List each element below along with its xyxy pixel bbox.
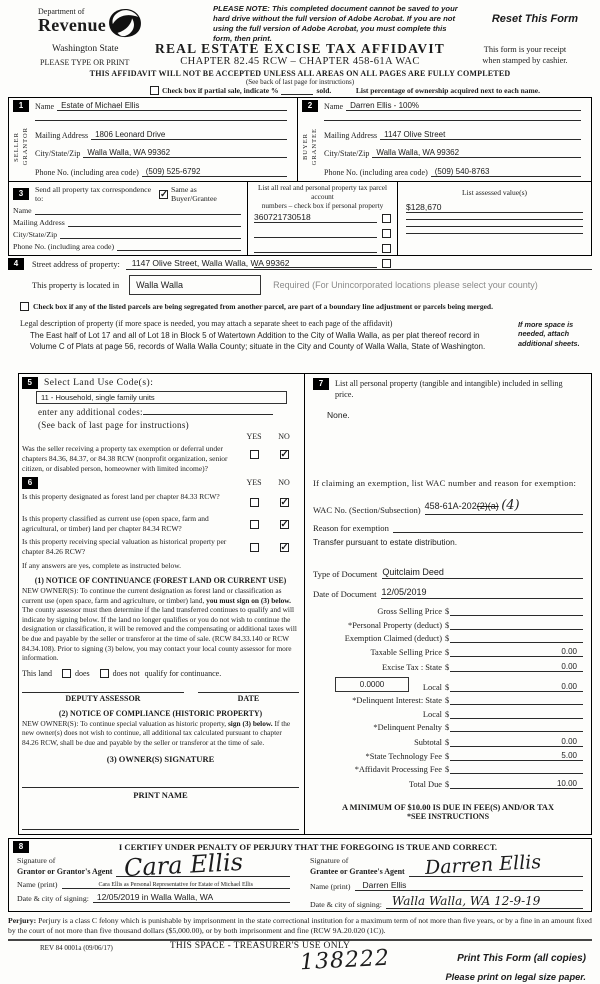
- dollar-sign: $: [445, 648, 450, 658]
- dollar-sign: $: [445, 765, 450, 775]
- s6-q3-no-checkbox[interactable]: [280, 543, 289, 552]
- section-1-badge: 1: [13, 100, 29, 112]
- partial-sale-checkbox[interactable]: [150, 86, 159, 95]
- perjury-notice: [8, 916, 592, 941]
- s6-q2-yes-checkbox[interactable]: [250, 520, 259, 529]
- excise-tax-state-field[interactable]: 0.00: [450, 662, 583, 672]
- grantee-signature-label: [310, 856, 409, 877]
- personal-property-deduct-label: *Personal Property (deduct): [348, 620, 442, 630]
- grantee-name-print-field[interactable]: Darren Ellis: [355, 880, 584, 891]
- assessed-value-field-3[interactable]: [406, 226, 583, 227]
- assessed-values-box: [398, 182, 591, 255]
- section-2-badge: 2: [302, 100, 318, 112]
- corr-address-label: Mailing Address: [13, 218, 65, 227]
- type-or-print-label: PLEASE TYPE OR PRINT: [40, 58, 130, 67]
- compliance-text: [22, 719, 299, 748]
- party-table: [8, 97, 592, 256]
- parcel-header-line1: List all real and personal property tax parcel account: [257, 183, 388, 201]
- form-title: REAL ESTATE EXCISE TAX AFFIDAVIT: [155, 41, 445, 56]
- grantee-date-label: Date & city of signing:: [310, 900, 382, 909]
- exemption-claim-label: If claiming an exemption, list WAC number and reason for exemption:: [313, 478, 577, 489]
- dollar-sign: $: [445, 752, 450, 762]
- adobe-note: PLEASE NOTE: This completed document cannot be saved to your hard drive without the full version of Adobe Acrobat. If you are not using the full version of Adobe Acrobat, you must complete this form, then print.: [213, 4, 458, 43]
- land-does-not-checkbox[interactable]: [100, 669, 109, 678]
- parcel-number-field-3[interactable]: [254, 252, 377, 253]
- continuance-text-post: The county assessor must then determine if the land transferred continues to qualify and will indicate by signing below. If the land no longer qualifies or you do not wish to continue the designation or classification, it will be removed and the compensating or additional taxes will be due and payable by the seller or transferor at the time of sale. (RCW 84.33.140 or RCW 84.34.108). Prior to signing (3) below, you may contact your local county assessor for more information.: [22, 605, 297, 663]
- s6-question-historical: Is this property receiving special valuation as historical property per chapter 84.26 RCW?: [22, 536, 227, 556]
- reason-exemption-label: Reason for exemption: [313, 523, 389, 534]
- fee-calculation: [313, 607, 583, 789]
- land-use-title: Select Land Use Code(s):: [44, 378, 154, 388]
- partial-sale-label: Check box if partial sale, indicate %: [162, 86, 279, 95]
- buyer-name2-field[interactable]: [324, 120, 581, 121]
- gross-selling-price-label: Gross Selling Price: [377, 607, 442, 617]
- partial-sale-percent-field[interactable]: [281, 94, 313, 95]
- s5-question-exemption: Was the seller receiving a property tax exemption or deferral under chapters 84.36, 84.37, or 84.38 RCW (nonprofit organization, senior citizen, or disabled person, homeowner with limited income)?: [22, 444, 228, 473]
- dollar-sign: $: [445, 662, 450, 672]
- additional-codes-label: enter any additional codes:: [38, 407, 143, 417]
- personal-property-none[interactable]: None.: [327, 410, 350, 421]
- exemption-claimed-field[interactable]: [450, 642, 583, 643]
- affidavit-processing-fee-field[interactable]: [450, 773, 583, 774]
- continuance-text-pre: NEW OWNER(S): To continue the current designation as forest land or classification as current use (open space, farm and agriculture, or timber) land,: [22, 586, 282, 605]
- logo-revenue-text: Revenue: [38, 15, 107, 35]
- s5-see-back-note: (See back of last page for instructions): [38, 420, 189, 430]
- reason-exemption-text: Transfer pursuant to estate distribution.: [313, 537, 458, 548]
- perjury-text: Perjury is a class C felony which is punishable by imprisonment in the state correctional institution for a maximum term of not more than five years, or by a fine in an amount fixed by the court of not more than five thousand dollars ($5,000.00), or by both imprisonment and fine (RCW 9A.20.020 (1C)).: [8, 916, 592, 935]
- correspondence-box: [9, 182, 248, 255]
- buyer-phone-field[interactable]: (509) 540-8763: [431, 167, 581, 177]
- section-6-badge: 6: [22, 477, 38, 489]
- see-back-note: (See back of last page for instructions): [245, 78, 355, 86]
- print-form-button[interactable]: Print This Form (all copies): [457, 953, 586, 964]
- wac-number-field[interactable]: [425, 498, 583, 515]
- form-revision-number: REV 84 0001a (09/06/17): [40, 944, 113, 952]
- affidavit-processing-fee-label: *Affidavit Processing Fee: [354, 765, 442, 775]
- s5-no-header: NO: [278, 432, 290, 441]
- check-icon: ✓: [280, 542, 289, 553]
- corr-name-label: Name: [13, 206, 32, 215]
- section-4-badge: 4: [8, 258, 24, 270]
- same-as-buyer-checkbox[interactable]: [159, 190, 168, 199]
- grantor-signature-block: [17, 847, 300, 909]
- delinquent-interest-local-label: Local: [422, 709, 442, 719]
- grantee-signature-block: [300, 850, 585, 909]
- parcel-number-field-2[interactable]: [254, 237, 377, 238]
- section-8-badge: 8: [13, 841, 29, 853]
- land-use-column: [18, 373, 305, 835]
- this-land-label: This land: [22, 668, 52, 678]
- legal-size-note: Please print on legal size paper.: [445, 972, 586, 982]
- wac-struck-value: (2)(a): [476, 501, 499, 512]
- continuance-text-bold: you must sign on (3) below.: [206, 595, 292, 605]
- assessed-value-field[interactable]: $128,670: [406, 202, 583, 213]
- buyer-name-label: Name: [324, 102, 344, 111]
- parcel-numbers-box: [248, 182, 398, 255]
- dollar-sign: $: [445, 779, 450, 789]
- grantee-sig-label-line2: Grantee or Grantee's Agent: [310, 866, 405, 876]
- seller-name-label: Name: [35, 102, 55, 111]
- sold-label: sold.: [316, 86, 332, 95]
- seller-phone-field[interactable]: (509) 525-6792: [142, 167, 287, 177]
- parcel-personal-checkbox-2[interactable]: [382, 229, 391, 238]
- assessed-value-field-4[interactable]: [406, 233, 583, 234]
- does-label: does: [75, 668, 90, 678]
- s6-q1-yes-checkbox[interactable]: [250, 498, 259, 507]
- s5-q1-yes-checkbox[interactable]: [250, 450, 259, 459]
- certification-section: [8, 838, 592, 912]
- parcel-personal-checkbox-1[interactable]: [382, 214, 391, 223]
- grantor-sig-label-line1: Signature of: [17, 856, 56, 866]
- s6-q3-yes-checkbox[interactable]: [250, 543, 259, 552]
- parcel-personal-checkbox-3[interactable]: [382, 244, 391, 253]
- assessor-date-line: DATE: [198, 692, 299, 703]
- grantor-signature-label: [17, 856, 116, 877]
- same-as-buyer-label: Same as Buyer/Grantee: [171, 185, 217, 203]
- grantor-date-field[interactable]: 12/05/2019 in Walla Walla, WA: [93, 892, 290, 903]
- corr-phone-label: Phone No. (including area code): [13, 242, 115, 251]
- dollar-sign: $: [445, 620, 450, 630]
- grantee-side-label: GRANTEE: [311, 127, 318, 166]
- s6-question-forest: Is this property designated as forest land per chapter 84.33 RCW?: [22, 492, 220, 502]
- county-select[interactable]: Walla Walla: [129, 275, 261, 295]
- corr-citystatezip-label: City/State/Zip: [13, 230, 58, 239]
- additional-codes-field[interactable]: [143, 414, 273, 415]
- check-icon: ✓: [280, 520, 289, 531]
- section-7-badge: 7: [313, 378, 329, 390]
- certify-statement: I CERTIFY UNDER PENALTY OF PERJURY THAT THE FOREGOING IS TRUE AND CORRECT.: [118, 842, 498, 852]
- doc-date-label: Date of Document: [313, 589, 377, 600]
- seller-side-label: SELLER: [12, 131, 20, 162]
- assessed-value-field-2[interactable]: [406, 219, 583, 220]
- grantee-name-print-label: Name (print): [310, 882, 351, 891]
- dollar-sign: $: [445, 737, 450, 747]
- compliance-text-bold: sign (3) below.: [227, 718, 273, 728]
- street-address-label: Street address of property:: [32, 260, 120, 269]
- continuance-text: [22, 586, 299, 662]
- section-3-badge: 3: [13, 188, 29, 200]
- grantor-side-label: GRANTOR: [22, 127, 29, 166]
- seller-grantor-box: [9, 98, 298, 181]
- continuance-title: (1) NOTICE OF CONTINUANCE (FOREST LAND OR CURRENT USE): [34, 576, 287, 586]
- land-does-checkbox[interactable]: [62, 669, 71, 678]
- treasurer-stamp-number: 138222: [299, 945, 391, 976]
- total-due-field[interactable]: 10.00: [450, 779, 583, 789]
- street-address-field[interactable]: 1147 Olive Street, Walla Walla, WA 99362: [126, 258, 592, 270]
- buyer-citystatezip-label: City/State/Zip: [324, 149, 370, 159]
- parcel-header-line2: numbers – check box if personal property: [261, 200, 384, 210]
- local-rate-box[interactable]: 0.0000: [335, 677, 409, 692]
- check-icon: ✓: [280, 450, 289, 460]
- receipt-note: [466, 44, 584, 66]
- delinquent-penalty-field[interactable]: [450, 731, 583, 732]
- treasurer-use-label: THIS SPACE - TREASURER'S USE ONLY: [169, 941, 351, 951]
- ownership-label: List percentage of ownership acquired next to each name.: [355, 86, 540, 95]
- exemption-claimed-label: Exemption Claimed (deduct): [344, 633, 442, 643]
- subtotal-field[interactable]: 0.00: [450, 737, 583, 747]
- parcel-number-field[interactable]: 360721730518: [254, 212, 377, 223]
- warning-line: THIS AFFIDAVIT WILL NOT BE ACCEPTED UNLESS ALL AREAS ON ALL PAGES ARE FULLY COMPLETED: [89, 69, 511, 78]
- compliance-title: (2) NOTICE OF COMPLIANCE (HISTORIC PROPERTY): [58, 708, 263, 718]
- grantor-signature-field[interactable]: [116, 847, 290, 883]
- s6-q1-no-checkbox[interactable]: [280, 498, 289, 507]
- s5-q1-no-checkbox[interactable]: [280, 450, 289, 459]
- deputy-assessor-line: DEPUTY ASSESSOR: [22, 692, 184, 703]
- logo-state-text: Washington State: [52, 44, 119, 54]
- see-instructions-note: *SEE INSTRUCTIONS: [406, 811, 490, 821]
- grantee-signature-field[interactable]: [409, 850, 583, 880]
- s6-no-header: NO: [278, 478, 290, 488]
- more-space-note: If more space is needed, attach additional sheets.: [518, 320, 580, 348]
- reason-exemption-field[interactable]: [393, 532, 583, 533]
- wac-number-value: 458-61A-202: [424, 501, 477, 512]
- partial-sale-row: [0, 86, 600, 95]
- s6-question-current-use: Is this property classified as current use (open space, farm and agricultural, or timber) land per chapter 84.34 RCW?: [22, 514, 209, 533]
- corr-address-field[interactable]: [68, 226, 241, 227]
- property-section: [8, 258, 592, 353]
- owner-signature-line[interactable]: [22, 772, 299, 788]
- state-technology-fee-field[interactable]: 5.00: [450, 751, 583, 761]
- perjury-bold: Perjury:: [8, 916, 37, 925]
- s6-q2-no-checkbox[interactable]: [280, 520, 289, 529]
- dollar-sign: $: [445, 696, 450, 706]
- corr-citystatezip-field[interactable]: [60, 238, 241, 239]
- grantor-signature-script: Cara Ellis: [123, 847, 245, 883]
- delinquent-interest-state-field[interactable]: [450, 704, 583, 705]
- grantee-signature-script: Darren Ellis: [424, 850, 542, 880]
- does-not-label: does not: [112, 668, 140, 678]
- qualify-label: qualify for continuance.: [144, 668, 222, 678]
- doc-type-field[interactable]: Quitclaim Deed: [382, 567, 583, 579]
- doc-date-field[interactable]: 12/05/2019: [381, 587, 583, 599]
- reset-form-button[interactable]: Reset This Form: [491, 13, 578, 25]
- seller-name-field[interactable]: Estate of Michael Ellis: [57, 101, 287, 111]
- buyer-citystatezip-field[interactable]: Walla Walla, WA 99362: [372, 148, 581, 158]
- compliance-text-post: If the new owner(s) does not wish to continue, all additional tax calculated pursuant to chapter 84.26 RCW, shall be due and payable by the seller or transferor at the time of sale.: [22, 718, 291, 747]
- land-use-code-select[interactable]: 11 - Household, single family units: [36, 391, 287, 404]
- taxable-selling-price-field[interactable]: 0.00: [450, 647, 583, 657]
- seller-address-label: Mailing Address: [35, 130, 89, 140]
- total-due-label: Total Due: [408, 779, 442, 789]
- s6-yes-header: YES: [246, 478, 262, 488]
- delinquent-interest-state-label: *Delinquent Interest: State: [352, 696, 442, 706]
- gross-selling-price-field[interactable]: [450, 615, 583, 616]
- wac-handwritten-value: (4): [501, 498, 520, 514]
- owner-signature-title: (3) OWNER(S) SIGNATURE: [106, 754, 215, 765]
- located-in-label: This property is located in: [32, 280, 120, 290]
- dollar-sign: $: [445, 607, 450, 617]
- assessed-header: List assessed value(s): [462, 188, 527, 197]
- check-icon: ✓: [280, 498, 289, 509]
- receipt-line1: This form is your receipt: [483, 45, 567, 54]
- dollar-sign: $: [445, 723, 450, 733]
- seller-address-field[interactable]: 1806 Leonard Drive: [91, 130, 287, 140]
- personal-property-deduct-field[interactable]: [450, 629, 583, 630]
- owner-printname-line[interactable]: [22, 814, 299, 830]
- wac-number-label: WAC No. (Section/Subsection): [313, 505, 421, 516]
- segregated-label: Check box if any of the listed parcels are being segregated from another parcel, are part of a boundary line adjustment or parcels being merged.: [33, 302, 493, 311]
- buyer-address-label: Mailing Address: [324, 130, 378, 140]
- seller-phone-label: Phone No. (including area code): [35, 168, 139, 177]
- grantee-date-field[interactable]: Walla Walla, WA 12-9-19: [386, 894, 583, 909]
- check-icon: ✓: [160, 189, 168, 200]
- state-technology-fee-label: *State Technology Fee: [365, 752, 442, 762]
- seller-name2-field[interactable]: [35, 120, 287, 121]
- grantor-name-print-field[interactable]: Cara Ellis as Personal Representative for Estate of Michael Ellis: [62, 882, 291, 889]
- excise-tax-local-field[interactable]: 0.00: [450, 682, 583, 692]
- grantee-sig-label-line1: Signature of: [310, 856, 349, 866]
- county-required-note: Required (For Unincorporated locations please select your county): [273, 280, 538, 290]
- dollar-sign: $: [445, 683, 450, 693]
- buyer-grantee-box: [298, 98, 591, 181]
- s5-yes-header: YES: [246, 432, 262, 441]
- seller-citystatezip-label: City/State/Zip: [35, 149, 81, 159]
- compliance-text-pre: NEW OWNER(S): To continue special valuation as historic property,: [22, 718, 228, 728]
- subtotal-label: Subtotal: [414, 737, 442, 747]
- personal-property-column: [305, 373, 592, 835]
- taxable-selling-price-label: Taxable Selling Price: [370, 648, 442, 658]
- segregated-checkbox[interactable]: [20, 302, 29, 311]
- grantor-name-print-label: Name (print): [17, 880, 58, 889]
- dollar-sign: $: [445, 709, 450, 719]
- section-5-badge: 5: [22, 377, 38, 389]
- grantor-date-label: Date & city of signing:: [17, 894, 89, 903]
- delinquent-interest-local-field[interactable]: [450, 718, 583, 719]
- personal-property-title: List all personal property (tangible and intangible) included in selling price.: [335, 379, 563, 400]
- delinquent-penalty-label: *Delinquent Penalty: [373, 723, 442, 733]
- minimum-due-note: A MINIMUM OF $10.00 IS DUE IN FEE(S) AND/OR TAX: [341, 802, 555, 812]
- doc-type-label: Type of Document: [313, 569, 378, 580]
- print-name-label: PRINT NAME: [133, 790, 188, 801]
- legal-description-label: Legal description of property (if more space is needed, you may attach a separate sheet to each page of the affidavit): [20, 319, 393, 328]
- buyer-phone-label: Phone No. (including area code): [324, 168, 428, 177]
- receipt-line2: when stamped by cashier.: [482, 56, 568, 66]
- corr-name-field[interactable]: [35, 214, 241, 215]
- buyer-side-label: BUYER: [301, 132, 309, 161]
- dollar-sign: $: [445, 633, 450, 643]
- revenue-swirl-icon: [108, 8, 142, 43]
- buyer-address-field[interactable]: 1147 Olive Street: [380, 130, 581, 140]
- seller-citystatezip-field[interactable]: Walla Walla, WA 99362: [83, 148, 287, 158]
- grantor-sig-label-line2: Grantor or Grantor's Agent: [17, 866, 113, 876]
- form-subtitle: CHAPTER 82.45 RCW – CHAPTER 458-61A WAC: [180, 56, 420, 67]
- excise-tax-local-label: Local: [422, 683, 442, 693]
- logo-dept-text: Department of: [38, 7, 85, 16]
- buyer-name-field[interactable]: Darren Ellis - 100%: [346, 101, 581, 111]
- excise-tax-state-label: Excise Tax : State: [382, 662, 442, 672]
- legal-description-text[interactable]: The East half of Lot 17 and all of Lot 18 in Block 5 of Watertown Addition to the City of Walla Walla, as per plat thereof record in Volume C of Plats at page 56, records of Walla Walla County; situate in the City and County of Walla Walla, State of Washington.: [30, 331, 486, 351]
- s6-instruction-note: If any answers are yes, complete as instructed below.: [22, 561, 182, 571]
- send-correspondence-label: Send all property tax correspondence to:: [35, 185, 152, 203]
- corr-phone-field[interactable]: [117, 250, 241, 251]
